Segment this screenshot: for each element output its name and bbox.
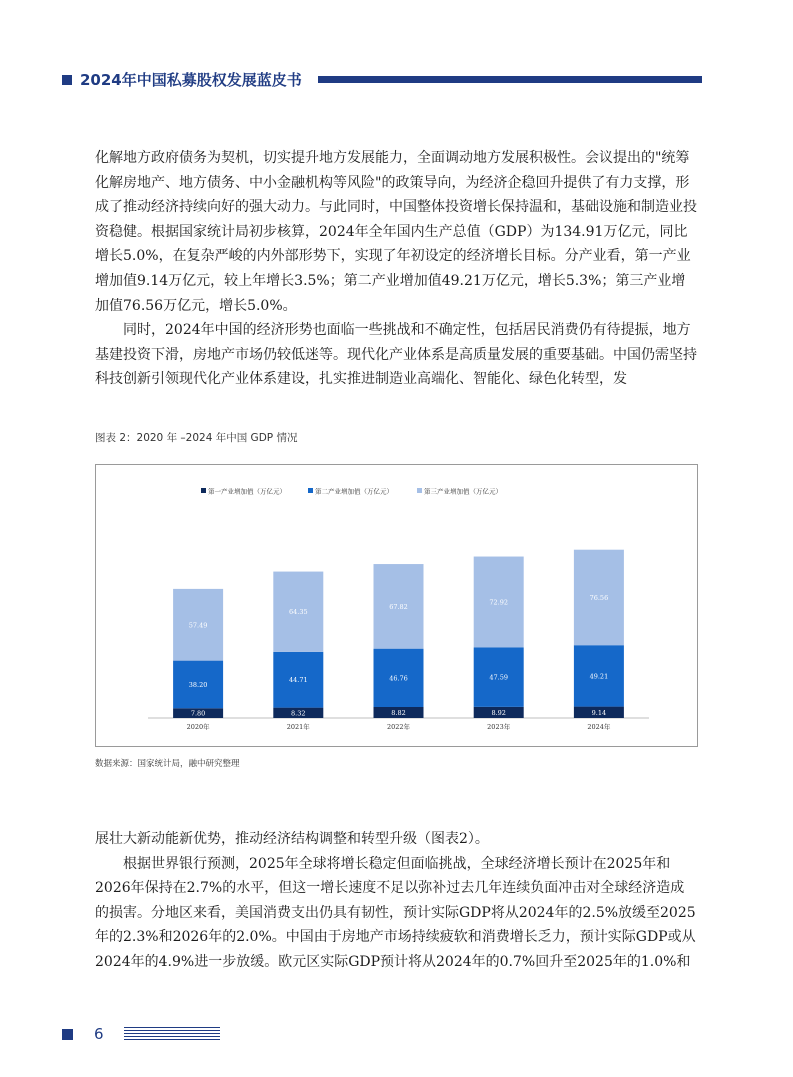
gdp-stacked-bar-chart [96, 465, 697, 746]
legend-label: 第二产业增加值（万亿元） [315, 487, 393, 496]
page-footer [62, 1024, 222, 1048]
data-label: 57.49 [188, 621, 208, 630]
footer-square-mark [62, 1029, 73, 1040]
data-label: 64.35 [288, 608, 308, 617]
x-tick-label: 2020年 [186, 723, 210, 731]
figure-caption: 图表 2：2020 年 –2024 年中国 GDP 情况 [95, 432, 298, 444]
paragraph-4: 根据世界银行预测，2025年全球将增长稳定但面临挑战，全球经济增长预计在2025年和2026年保持在2.7%的水平，但这一增长速度不足以弥补过去几年连续负面冲击对全球经济造成的损害。分地区来看，美国消费支出仍具有韧性，预计实际GDP将从2024年的2.5%放缓至2025年的2.3%和2026年的2.0%。中国由于房地产市场持续疲软和消费增长乏力，预计实际GDP或从2024年的4.9%进一步放缓。欧元区实际GDP预计将从2024年的0.7%回升至2025年的1.0%和 [95, 855, 696, 970]
header-rule [318, 76, 702, 83]
figure-source: 数据来源：国家统计局，融中研究整理 [95, 759, 240, 769]
legend-label: 第三产业增加值（万亿元） [424, 487, 502, 496]
page-header [62, 70, 702, 90]
body-text-bottom [95, 827, 698, 975]
document-title: 2024年中国私募股权发展蓝皮书 [80, 71, 302, 89]
data-label: 8.32 [291, 709, 306, 718]
data-label: 67.82 [389, 602, 408, 611]
data-label: 8.82 [391, 708, 406, 717]
data-label: 72.92 [489, 598, 509, 607]
data-label: 47.59 [489, 673, 509, 682]
paragraph-3: 展壮大新动能新优势，推动经济结构调整和转型升级（图表2）。 [95, 831, 489, 847]
x-tick-label: 2024年 [587, 723, 611, 731]
legend-swatch [417, 488, 422, 493]
legend-swatch [308, 488, 313, 493]
x-tick-label: 2023年 [487, 723, 511, 731]
x-tick-label: 2022年 [386, 723, 411, 731]
data-label: 9.14 [591, 708, 607, 717]
data-label: 76.56 [589, 593, 609, 602]
legend-label: 第一产业增加值（万亿元） [208, 487, 286, 496]
header-square-mark [62, 75, 72, 85]
paragraph-2: 同时，2024年中国的经济形势也面临一些挑战和不确定性，包括居民消费仍有待提振，地方基建投资下滑，房地产市场仍较低迷等。现代化产业体系是高质量发展的重要基础。中国仍需坚持科技创新引领现代化产业体系建设，扎实推进制造业高端化、智能化、绿色化转型，发 [95, 322, 697, 388]
legend-swatch [201, 488, 206, 493]
data-label: 8.92 [491, 708, 506, 717]
data-label: 44.71 [288, 676, 308, 685]
gdp-chart [95, 464, 698, 747]
data-label: 38.20 [188, 680, 208, 689]
paragraph-1: 化解地方政府债务为契机，切实提升地方发展能力，全面调动地方发展积极性。会议提出的"统筹化解房地产、地方债务、中小金融机构等风险"的政策导向，为经济企稳回升提供了有力支撑，形成了推动经济持续向好的强大动力。与此同时，中国整体投资增长保持温和，基础设施和制造业投资稳健。根据国家统计局初步核算，2024年全年国内生产总值（GDP）为134.91万亿元，同比增长5.0%，在复杂严峻的内外部形势下，实现了年初设定的经济增长目标。分产业看，第一产业增加值9.14万亿元，较上年增长3.5%；第二产业增加值49.21万亿元，增长5.3%；第三产业增加值76.56万亿元，增长5.0%。 [95, 150, 697, 314]
data-label: 49.21 [589, 672, 609, 681]
data-label: 46.76 [389, 674, 408, 683]
page-number: 6 [94, 1025, 104, 1043]
x-tick-label: 2021年 [286, 723, 310, 731]
footer-decorative-lines [124, 1027, 220, 1041]
data-label: 7.80 [190, 709, 206, 718]
body-text-top [95, 146, 698, 392]
